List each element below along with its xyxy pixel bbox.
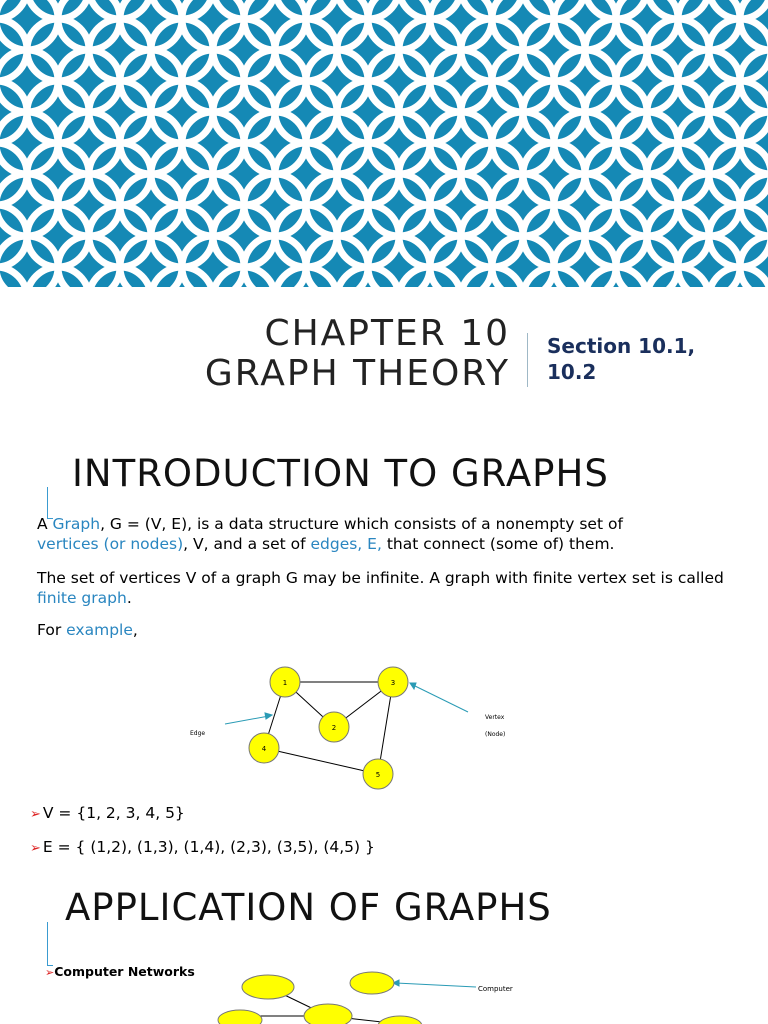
p1-text-b: , G = (V, E), is a data structure which consists of a nonempty set of bbox=[100, 515, 623, 533]
applications-accent-line bbox=[47, 922, 48, 966]
vertex-label: Vertex bbox=[485, 714, 505, 721]
chapter-title-line2: GRAPH THEORY bbox=[204, 353, 510, 394]
graph-node-3-label: 3 bbox=[390, 679, 396, 687]
vertex-pointer-arrow bbox=[413, 685, 468, 712]
computer-label: Computer bbox=[478, 985, 513, 993]
edge-set-bullet bbox=[30, 838, 375, 856]
vertex-set-text: V = {1, 2, 3, 4, 5} bbox=[42, 804, 185, 822]
graph-node-4-label: 4 bbox=[261, 745, 267, 753]
graph-term: Graph bbox=[52, 515, 101, 533]
vertex-set-bullet bbox=[30, 804, 185, 822]
p1-text-d: that connect (some of) them. bbox=[381, 535, 615, 553]
edge-label: Edge bbox=[190, 730, 206, 737]
intro-paragraph-1 bbox=[37, 514, 737, 554]
bullet-arrow-icon: ➢ bbox=[30, 807, 41, 822]
section-label-text: Section 10.1, 10.2 bbox=[547, 334, 696, 384]
section-label bbox=[547, 333, 737, 385]
header-banner bbox=[0, 0, 768, 287]
graph-node-1-label: 1 bbox=[282, 679, 288, 687]
graph-node-2-label: 2 bbox=[331, 724, 337, 732]
graph-node-5-label: 5 bbox=[375, 771, 381, 779]
p1-text-c: , V, and a set of bbox=[183, 535, 311, 553]
edge-set-text: E = { (1,2), (1,3), (1,4), (2,3), (3,5), (4,5) } bbox=[42, 838, 375, 856]
p3-text-a: For bbox=[37, 621, 67, 639]
title-divider bbox=[527, 333, 528, 387]
applications-heading: APPLICATION OF GRAPHS bbox=[65, 886, 552, 929]
chapter-title-line1: CHAPTER 10 bbox=[264, 313, 510, 354]
network-graph-figure bbox=[200, 960, 520, 1024]
edge-pointer-arrow bbox=[225, 716, 269, 724]
computer-networks-bullet bbox=[45, 964, 195, 979]
circle-pattern bbox=[0, 0, 768, 287]
edge-4-5 bbox=[264, 748, 378, 774]
network-node bbox=[378, 1016, 422, 1024]
example-term: example bbox=[66, 621, 133, 639]
network-node bbox=[304, 1004, 352, 1024]
bullet-arrow-icon: ➢ bbox=[30, 841, 41, 856]
chapter-title bbox=[120, 314, 510, 394]
p2-text-a: The set of vertices V of a graph G may be infinite. A graph with finite vertex set is called bbox=[37, 569, 724, 587]
network-node bbox=[242, 975, 294, 999]
edges-term: edges, E, bbox=[310, 535, 382, 553]
computer-networks-text: Computer Networks bbox=[54, 964, 195, 979]
network-node bbox=[350, 972, 394, 994]
intro-paragraph-2 bbox=[37, 568, 742, 608]
intro-paragraph-3 bbox=[37, 620, 737, 640]
intro-heading: INTRODUCTION TO GRAPHS bbox=[72, 452, 609, 495]
node-label: (Node) bbox=[485, 731, 506, 738]
p2-text-b: . bbox=[126, 589, 132, 607]
finite-graph-term: finite graph bbox=[37, 589, 127, 607]
network-node bbox=[218, 1010, 262, 1024]
p3-text-b: , bbox=[132, 621, 138, 639]
example-graph-figure bbox=[180, 655, 520, 795]
p1-text-a: A bbox=[37, 515, 53, 533]
bullet-arrow-icon: ➢ bbox=[45, 966, 55, 979]
vertices-term: vertices (or nodes) bbox=[37, 535, 184, 553]
